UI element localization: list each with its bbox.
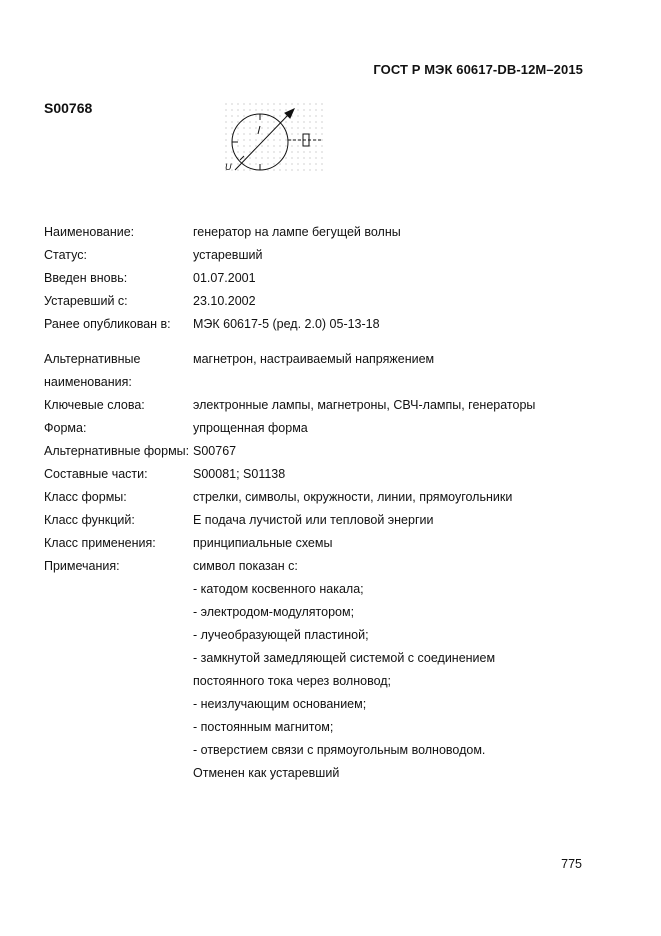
field-row-form (44, 417, 564, 440)
grid-dot (286, 170, 287, 171)
grid-dot (286, 104, 287, 105)
grid-dot (322, 140, 323, 141)
field-label: Устаревший с: (44, 294, 128, 308)
grid-dot (322, 152, 323, 153)
grid-dot (274, 152, 275, 153)
grid-dot (262, 104, 263, 105)
grid-dot (268, 152, 269, 153)
grid-dot (292, 158, 293, 159)
grid-dot (280, 134, 281, 135)
field-row-form-class (44, 486, 564, 509)
field-label: Альтернативные наименования: (44, 352, 141, 389)
grid-dot (268, 110, 269, 111)
grid-dot (244, 140, 245, 141)
field-label: Класс формы: (44, 490, 127, 504)
note-line: - отверстием связи с прямоугольным волноводом. (193, 743, 486, 757)
grid-dot (232, 128, 233, 129)
grid-dot (316, 170, 317, 171)
field-row-obsolete (44, 290, 564, 313)
field-label: Ключевые слова: (44, 398, 145, 412)
grid-dot (262, 128, 263, 129)
grid-dot (286, 128, 287, 129)
grid-dot (274, 140, 275, 141)
grid-dot (274, 122, 275, 123)
grid-dot (232, 164, 233, 165)
grid-dot (316, 110, 317, 111)
grid-dot (316, 122, 317, 123)
grid-dot (244, 134, 245, 135)
grid-dot (316, 104, 317, 105)
grid-dot (292, 134, 293, 135)
field-label: Ранее опубликован в: (44, 317, 171, 331)
field-row-notes (44, 555, 564, 785)
grid-dot (238, 164, 239, 165)
field-row-status (44, 244, 564, 267)
grid-dot (280, 128, 281, 129)
beam-arrow-line (235, 113, 290, 170)
grid-dot (304, 122, 305, 123)
grid-dot (322, 134, 323, 135)
grid-dot (316, 128, 317, 129)
page-number: 775 (561, 857, 582, 871)
grid-dot (226, 116, 227, 117)
field-value: 01.07.2001 (193, 271, 256, 285)
grid-dot (280, 170, 281, 171)
grid-dot (262, 158, 263, 159)
symbol-code: S00768 (44, 100, 93, 116)
grid-dot (250, 122, 251, 123)
grid-dot (268, 134, 269, 135)
grid-dot (250, 140, 251, 141)
grid-dot (232, 122, 233, 123)
grid-dot (232, 158, 233, 159)
grid-dot (280, 164, 281, 165)
grid-dot (298, 158, 299, 159)
grid-dot (226, 128, 227, 129)
grid-dot (256, 158, 257, 159)
note-line: - лучеобразующей пластиной; (193, 628, 369, 642)
note-line: постоянного тока через волновод; (193, 674, 392, 688)
grid-dot (298, 164, 299, 165)
notes-list (193, 555, 564, 785)
grid-dot (232, 134, 233, 135)
grid-dot (292, 170, 293, 171)
grid-dot (262, 116, 263, 117)
field-label: Статус: (44, 248, 87, 262)
grid-dot (256, 128, 257, 129)
grid-dot (304, 116, 305, 117)
grid-dot (226, 152, 227, 153)
symbol-label-u: U (225, 162, 232, 172)
grid-dot (268, 164, 269, 165)
grid-dot (298, 170, 299, 171)
grid-dot (256, 152, 257, 153)
grid-dot (262, 110, 263, 111)
field-value: 23.10.2002 (193, 294, 256, 308)
field-value: упрощенная форма (193, 421, 308, 435)
grid-dot (298, 104, 299, 105)
document-header: ГОСТ Р МЭК 60617-DB-12M–2015 (373, 62, 583, 77)
grid-dot (322, 158, 323, 159)
grid-dot (250, 164, 251, 165)
grid-dot (322, 164, 323, 165)
grid-dot (274, 164, 275, 165)
grid-dot (298, 128, 299, 129)
grid-dot (286, 158, 287, 159)
grid-dot (292, 122, 293, 123)
grid-dot (304, 158, 305, 159)
grid-dot (316, 134, 317, 135)
grid-dot (238, 152, 239, 153)
grid-dot (244, 170, 245, 171)
grid-dot (244, 122, 245, 123)
field-label: Альтернативные формы: (44, 444, 190, 458)
grid-dot (238, 104, 239, 105)
grid-dot (274, 146, 275, 147)
grid-dot (262, 122, 263, 123)
note-line: - замкнутой замедляющей системой с соединением (193, 651, 496, 665)
grid-dot (232, 116, 233, 117)
grid-dot (256, 164, 257, 165)
grid-dot (262, 152, 263, 153)
grid-dot (238, 170, 239, 171)
grid-dot (286, 164, 287, 165)
grid-dot (292, 116, 293, 117)
field-value: принципиальные схемы (193, 536, 333, 550)
grid-dot (256, 122, 257, 123)
grid-dot (256, 134, 257, 135)
field-row-parts (44, 463, 564, 486)
grid-dot (310, 128, 311, 129)
field-value: устаревший (193, 248, 263, 262)
grid-dot (268, 158, 269, 159)
grid-dot (268, 104, 269, 105)
note-line: - электродом-модулятором; (193, 605, 355, 619)
grid-dot (226, 104, 227, 105)
grid-dot (310, 134, 311, 135)
field-label: Форма: (44, 421, 87, 435)
grid-dot (274, 110, 275, 111)
field-row-application-class (44, 532, 564, 555)
grid-dot (250, 146, 251, 147)
grid-dot (250, 134, 251, 135)
note-line: Отменен как устаревший (193, 766, 340, 780)
grid-dot (310, 170, 311, 171)
grid-dot (238, 134, 239, 135)
grid-dot (232, 104, 233, 105)
grid-dot (256, 116, 257, 117)
grid-dot (256, 104, 257, 105)
grid-dot (274, 104, 275, 105)
grid-dot (262, 140, 263, 141)
field-value: генератор на лампе бегущей волны (193, 225, 401, 239)
symbol-graphic (232, 109, 322, 170)
field-row-name (44, 221, 564, 244)
grid-dot (298, 122, 299, 123)
grid-dot (292, 140, 293, 141)
grid-dot (244, 158, 245, 159)
grid-dot (316, 164, 317, 165)
grid-dot (268, 128, 269, 129)
grid-dots (226, 104, 323, 171)
grid-dot (268, 122, 269, 123)
grid-dot (322, 170, 323, 171)
grid-dot (298, 146, 299, 147)
grid-dot (292, 128, 293, 129)
grid-dot (226, 146, 227, 147)
grid-dot (274, 170, 275, 171)
grid-dot (232, 110, 233, 111)
field-value: МЭК 60617-5 (ред. 2.0) 05-13-18 (193, 317, 380, 331)
grid-dot (292, 164, 293, 165)
grid-dot (250, 128, 251, 129)
field-label: Класс функций: (44, 513, 135, 527)
grid-dot (322, 116, 323, 117)
grid-dot (304, 152, 305, 153)
grid-dot (274, 134, 275, 135)
grid-dot (310, 110, 311, 111)
grid-dot (262, 146, 263, 147)
grid-dot (262, 164, 263, 165)
grid-dot (256, 146, 257, 147)
grid-dot (280, 158, 281, 159)
grid-dot (238, 140, 239, 141)
grid-dot (244, 152, 245, 153)
grid-dot (298, 110, 299, 111)
grid-dot (280, 146, 281, 147)
grid-dot (322, 146, 323, 147)
grid-dot (310, 104, 311, 105)
grid-dot (286, 110, 287, 111)
grid-dot (280, 152, 281, 153)
field-label: Класс применения: (44, 536, 156, 550)
symbol-drawing (222, 100, 330, 178)
grid-dot (262, 134, 263, 135)
grid-dot (304, 164, 305, 165)
grid-dot (244, 104, 245, 105)
grid-dot (226, 110, 227, 111)
grid-dot (286, 140, 287, 141)
field-row-alt-forms (44, 440, 564, 463)
grid-dot (238, 122, 239, 123)
grid-dot (274, 128, 275, 129)
grid-dot (316, 116, 317, 117)
field-label: Составные части: (44, 467, 148, 481)
grid-dot (304, 170, 305, 171)
field-value: магнетрон, настраиваемый напряжением (193, 352, 435, 366)
grid-dot (286, 122, 287, 123)
envelope-circle (232, 114, 288, 170)
grid-dot (298, 116, 299, 117)
grid-dot (256, 140, 257, 141)
grid-dot (292, 152, 293, 153)
field-list (44, 221, 564, 785)
grid-dot (310, 164, 311, 165)
grid-dot (226, 140, 227, 141)
grid-dot (310, 122, 311, 123)
grid-dot (316, 146, 317, 147)
grid-dot (250, 110, 251, 111)
field-value: электронные лампы, магнетроны, СВЧ-лампы, генераторы (193, 398, 536, 412)
grid-dot (280, 140, 281, 141)
grid-dot (280, 104, 281, 105)
grid-dot (304, 104, 305, 105)
tick-inner (258, 126, 260, 134)
grid-dot (316, 152, 317, 153)
grid-dot (232, 152, 233, 153)
note-line: символ показан с: (193, 559, 298, 573)
grid-dot (268, 170, 269, 171)
grid-dot (292, 146, 293, 147)
field-value: стрелки, символы, окружности, линии, прямоугольники (193, 490, 513, 504)
grid-dot (238, 116, 239, 117)
grid-dot (310, 146, 311, 147)
grid-dot (250, 158, 251, 159)
field-row-function-class (44, 509, 564, 532)
grid-dot (304, 128, 305, 129)
field-label: Примечания: (44, 559, 120, 573)
grid-dot (232, 170, 233, 171)
field-label: Наименование: (44, 225, 135, 239)
grid-dot (250, 170, 251, 171)
grid-dot (238, 110, 239, 111)
grid-dot (250, 104, 251, 105)
grid-dot (238, 146, 239, 147)
note-line: - постоянным магнитом; (193, 720, 334, 734)
field-row-alt-names (44, 348, 564, 394)
grid-dot (322, 104, 323, 105)
grid-dot (298, 152, 299, 153)
grid-dot (316, 158, 317, 159)
grid-dot (244, 116, 245, 117)
grid-dot (292, 104, 293, 105)
grid-dot (280, 116, 281, 117)
grid-dot (268, 140, 269, 141)
grid-dot (310, 152, 311, 153)
grid-dot (322, 122, 323, 123)
grid-dot (226, 122, 227, 123)
note-line: - катодом косвенного накала; (193, 582, 364, 596)
grid-dot (256, 110, 257, 111)
grid-dot (274, 116, 275, 117)
field-label: Введен вновь: (44, 271, 128, 285)
grid-dot (286, 146, 287, 147)
note-line: - неизлучающим основанием; (193, 697, 367, 711)
grid-dot (244, 110, 245, 111)
field-row-keywords (44, 394, 564, 417)
grid-dot (304, 110, 305, 111)
grid-dot (250, 152, 251, 153)
grid-dot (244, 146, 245, 147)
field-value: E подача лучистой или тепловой энергии (193, 513, 434, 527)
field-row-published (44, 313, 564, 336)
tick-bottom-left (240, 156, 244, 160)
grid-dot (226, 158, 227, 159)
grid-dot (322, 128, 323, 129)
grid-dot (226, 134, 227, 135)
field-value: S00767 (193, 444, 237, 458)
field-row-introduced (44, 267, 564, 290)
field-value (193, 555, 564, 785)
grid-dot (322, 110, 323, 111)
grid-dot (268, 146, 269, 147)
field-value: S00081; S01138 (193, 467, 286, 481)
grid-dot (238, 128, 239, 129)
grid-dot (280, 110, 281, 111)
grid-dot (298, 134, 299, 135)
grid-dot (310, 158, 311, 159)
grid-dot (244, 128, 245, 129)
grid-dot (274, 158, 275, 159)
grid-dot (310, 116, 311, 117)
